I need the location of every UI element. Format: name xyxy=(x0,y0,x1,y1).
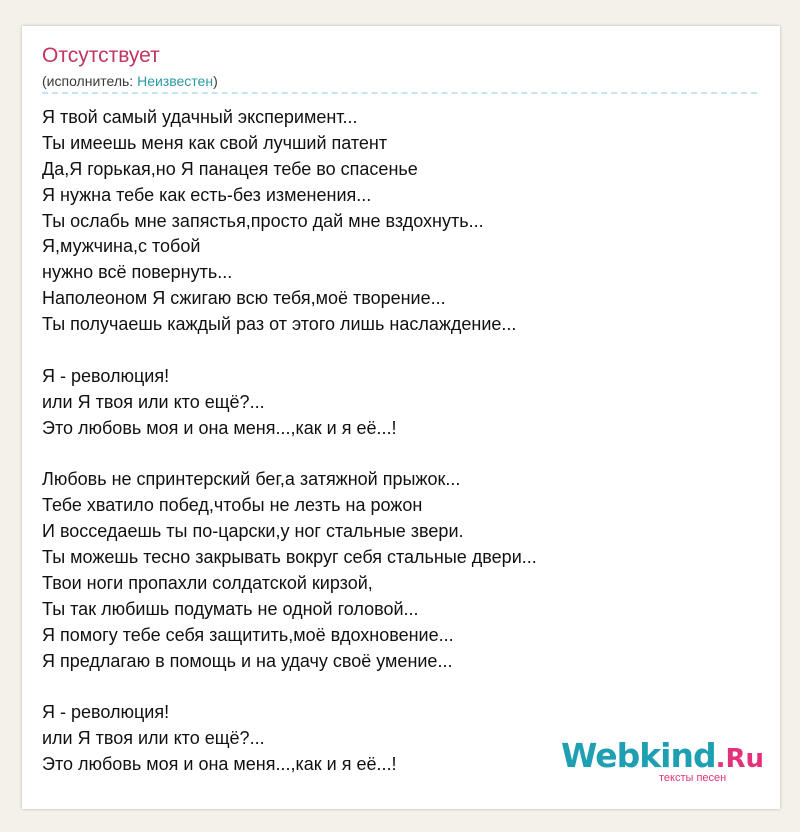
stanza-gap xyxy=(42,442,762,468)
lyric-line: Ты ослабь мне запястья,просто дай мне вздохнуть... xyxy=(42,210,484,231)
lyric-line: Это любовь моя и она меня...,как и я её...! xyxy=(42,417,397,438)
lyric-line: Твои ноги пропахли солдатской кирзой, xyxy=(42,573,373,594)
lyrics-card xyxy=(22,26,780,809)
lyric-line: Ты получаешь каждый раз от этого лишь наслаждение... xyxy=(42,314,517,335)
lyric-line: или Я твоя или кто ещё?... xyxy=(42,391,265,412)
lyric-line: Тебе хватило побед,чтобы не лезть на рожон xyxy=(42,495,423,516)
artist-suffix: ) xyxy=(213,73,218,89)
stanza-gap xyxy=(42,675,762,701)
artist-prefix: (исполнитель: xyxy=(42,73,138,89)
lyrics-body xyxy=(42,105,765,778)
stanza-gap xyxy=(42,338,762,364)
lyric-line: Ты имеешь меня как свой лучший патент xyxy=(42,132,388,153)
webkind-logo[interactable] xyxy=(561,736,765,788)
divider xyxy=(42,92,757,94)
lyric-line: Я помогу тебе себя защитить,моё вдохновение... xyxy=(42,624,454,645)
artist-link[interactable]: Неизвестен xyxy=(137,73,214,89)
lyric-line: Ты так любишь подумать не одной головой... xyxy=(42,598,419,619)
lyric-line: И восседаешь ты по-царски,у ног стальные звери. xyxy=(42,521,464,542)
logo-suffix: .Ru xyxy=(715,744,765,774)
lyric-line: Я,мужчина,с тобой xyxy=(42,236,201,257)
logo-name: Webkind xyxy=(561,736,716,775)
logo-tagline: тексты песен xyxy=(659,772,727,784)
lyric-line: Я предлагаю в помощь и на удачу своё умение... xyxy=(42,650,453,671)
artist-line xyxy=(42,73,218,89)
lyric-line: Наполеоном Я сжигаю всю тебя,моё творение... xyxy=(42,288,446,309)
lyric-line: Да,Я горькая,но Я панацея тебе во спасенье xyxy=(42,158,418,179)
lyric-line: Я твой самый удачный эксперимент... xyxy=(42,107,358,127)
lyric-line: Ты можешь тесно закрывать вокруг себя стальные двери... xyxy=(42,547,537,568)
lyric-line: Я - революция! xyxy=(42,365,170,386)
lyric-line: нужно всё повернуть... xyxy=(42,262,233,283)
lyric-line: Это любовь моя и она меня...,как и я её...! xyxy=(42,754,397,775)
lyric-line: или Я твоя или кто ещё?... xyxy=(42,728,265,749)
lyric-line: Любовь не спринтерский бег,а затяжной прыжок... xyxy=(42,469,461,490)
song-title: Отсутствует xyxy=(42,44,160,67)
lyric-line: Я нужна тебе как есть-без изменения... xyxy=(42,184,372,205)
lyric-line: Я - революция! xyxy=(42,702,170,723)
